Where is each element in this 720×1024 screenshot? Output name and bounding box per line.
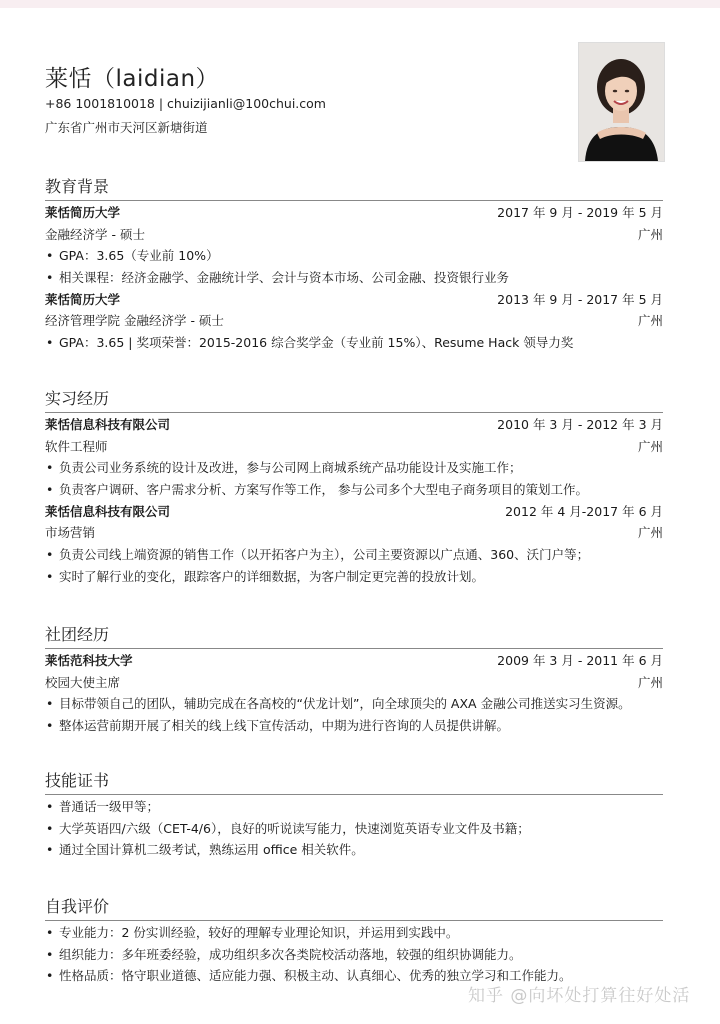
entry-org: 莱恬信息科技有限公司 [45,417,171,432]
entry-header-row [45,414,663,436]
internship-section [45,388,663,588]
watermark: 知乎 @向坏处打算往好处活 [468,986,691,1006]
list-item: • 整体运营前期开展了相关的线上线下宣传活动，中期为进行咨询的人员提供讲解。 [45,715,663,737]
entry-date: 2009 年 3 月 - 2011 年 6 月 [497,653,663,668]
entry-location: 广州 [637,438,663,454]
section-title: 实习经历 [45,389,110,408]
entry-location: 广州 [637,226,663,242]
list-item: • 负责公司线上端资源的销售工作（以开拓客户为主），公司主要资源以广点通、360、沃门户等； [45,544,663,566]
entry-role-row [45,224,663,246]
skills-section [45,770,663,861]
list-item: • 专业能力：2 份实训经验，较好的理解专业理论知识，并运用到实践中。 [45,922,663,944]
candidate-name: 莱恬（laidian） [45,66,220,92]
list-item: • 相关课程：经济金融学、金融统计学、会计与资本市场、公司金融、投资银行业务 [45,267,663,289]
section-divider [45,412,663,413]
entry-role: 校园大使主席 [45,674,121,690]
entry-org: 莱恬范科技大学 [45,653,133,668]
entry-date: 2012 年 4 月-2017 年 6 月 [505,503,663,519]
entry-date: 2013 年 9 月 - 2017 年 5 月 [497,291,663,307]
list-item: • 实时了解行业的变化，跟踪客户的详细数据，为客户制定更完善的投放计划。 [45,566,663,588]
entry-role-row [45,672,663,694]
entry-org: 莱恬简历大学 [45,205,121,220]
list-item: • 性格品质：恪守职业道德、适应能力强、积极主动、认真细心、优秀的独立学习和工作能力。 [45,965,663,987]
entry-location: 广州 [637,674,663,690]
section-title: 教育背景 [45,177,110,196]
entry-role: 经济管理学院 金融经济学 - 硕士 [45,313,224,329]
entry-header-row [45,650,663,672]
profile-photo [578,42,665,162]
section-divider [45,648,663,649]
section-title: 技能证书 [45,771,110,790]
list-item: • 组织能力：多年班委经验，成功组织多次各类院校活动落地，较强的组织协调能力。 [45,944,663,966]
contact-line: +86 1001810018 | chuizijianli@100chui.com [45,96,326,111]
entry-role: 金融经济学 - 硕士 [45,226,145,242]
education-section [45,176,663,354]
entry-header-row [45,501,663,523]
entry-date: 2010 年 3 月 - 2012 年 3 月 [497,417,663,432]
entry-role-row [45,310,663,332]
entry-org: 莱恬简历大学 [45,291,121,307]
list-item: • 负责公司业务系统的设计及改进，参与公司网上商城系统产品功能设计及实施工作； [45,457,663,479]
entry-role-row [45,436,663,458]
entry-location: 广州 [637,313,663,329]
section-title: 社团经历 [45,625,110,644]
list-item: • 通过全国计算机二级考试，熟练运用 office 相关软件。 [45,839,663,861]
list-item: • GPA：3.65（专业前 10%） [45,245,663,267]
section-divider [45,794,663,795]
top-band [0,0,720,8]
entry-role: 市场营销 [45,525,96,541]
entry-org: 莱恬信息科技有限公司 [45,503,171,519]
self-eval-section [45,896,663,987]
club-section [45,624,663,737]
list-item: • 负责客户调研、客户需求分析、方案写作等工作， 参与公司多个大型电子商务项目的策划工作。 [45,479,663,501]
section-title: 自我评价 [45,897,110,916]
section-divider [45,920,663,921]
entry-date: 2017 年 9 月 - 2019 年 5 月 [497,205,663,220]
entry-role-row [45,522,663,544]
entry-role: 软件工程师 [45,438,108,454]
list-item: • 目标带领自己的团队，辅助完成在各高校的“伏龙计划”，向全球顶尖的 AXA 金融公司推送实习生资源。 [45,693,663,715]
entry-header-row [45,202,663,224]
entry-location: 广州 [637,525,663,541]
section-divider [45,200,663,201]
list-item: • 普通话一级甲等； [45,796,663,818]
address-line: 广东省广州市天河区新塘街道 [45,120,208,135]
entry-header-row [45,289,663,311]
list-item: • 大学英语四/六级（CET-4/6），良好的听说读写能力，快速浏览英语专业文件及书籍； [45,818,663,840]
list-item: • GPA：3.65 | 奖项荣誉：2015-2016 综合奖学金（专业前 15%）、Resume Hack 领导力奖 [45,332,663,354]
